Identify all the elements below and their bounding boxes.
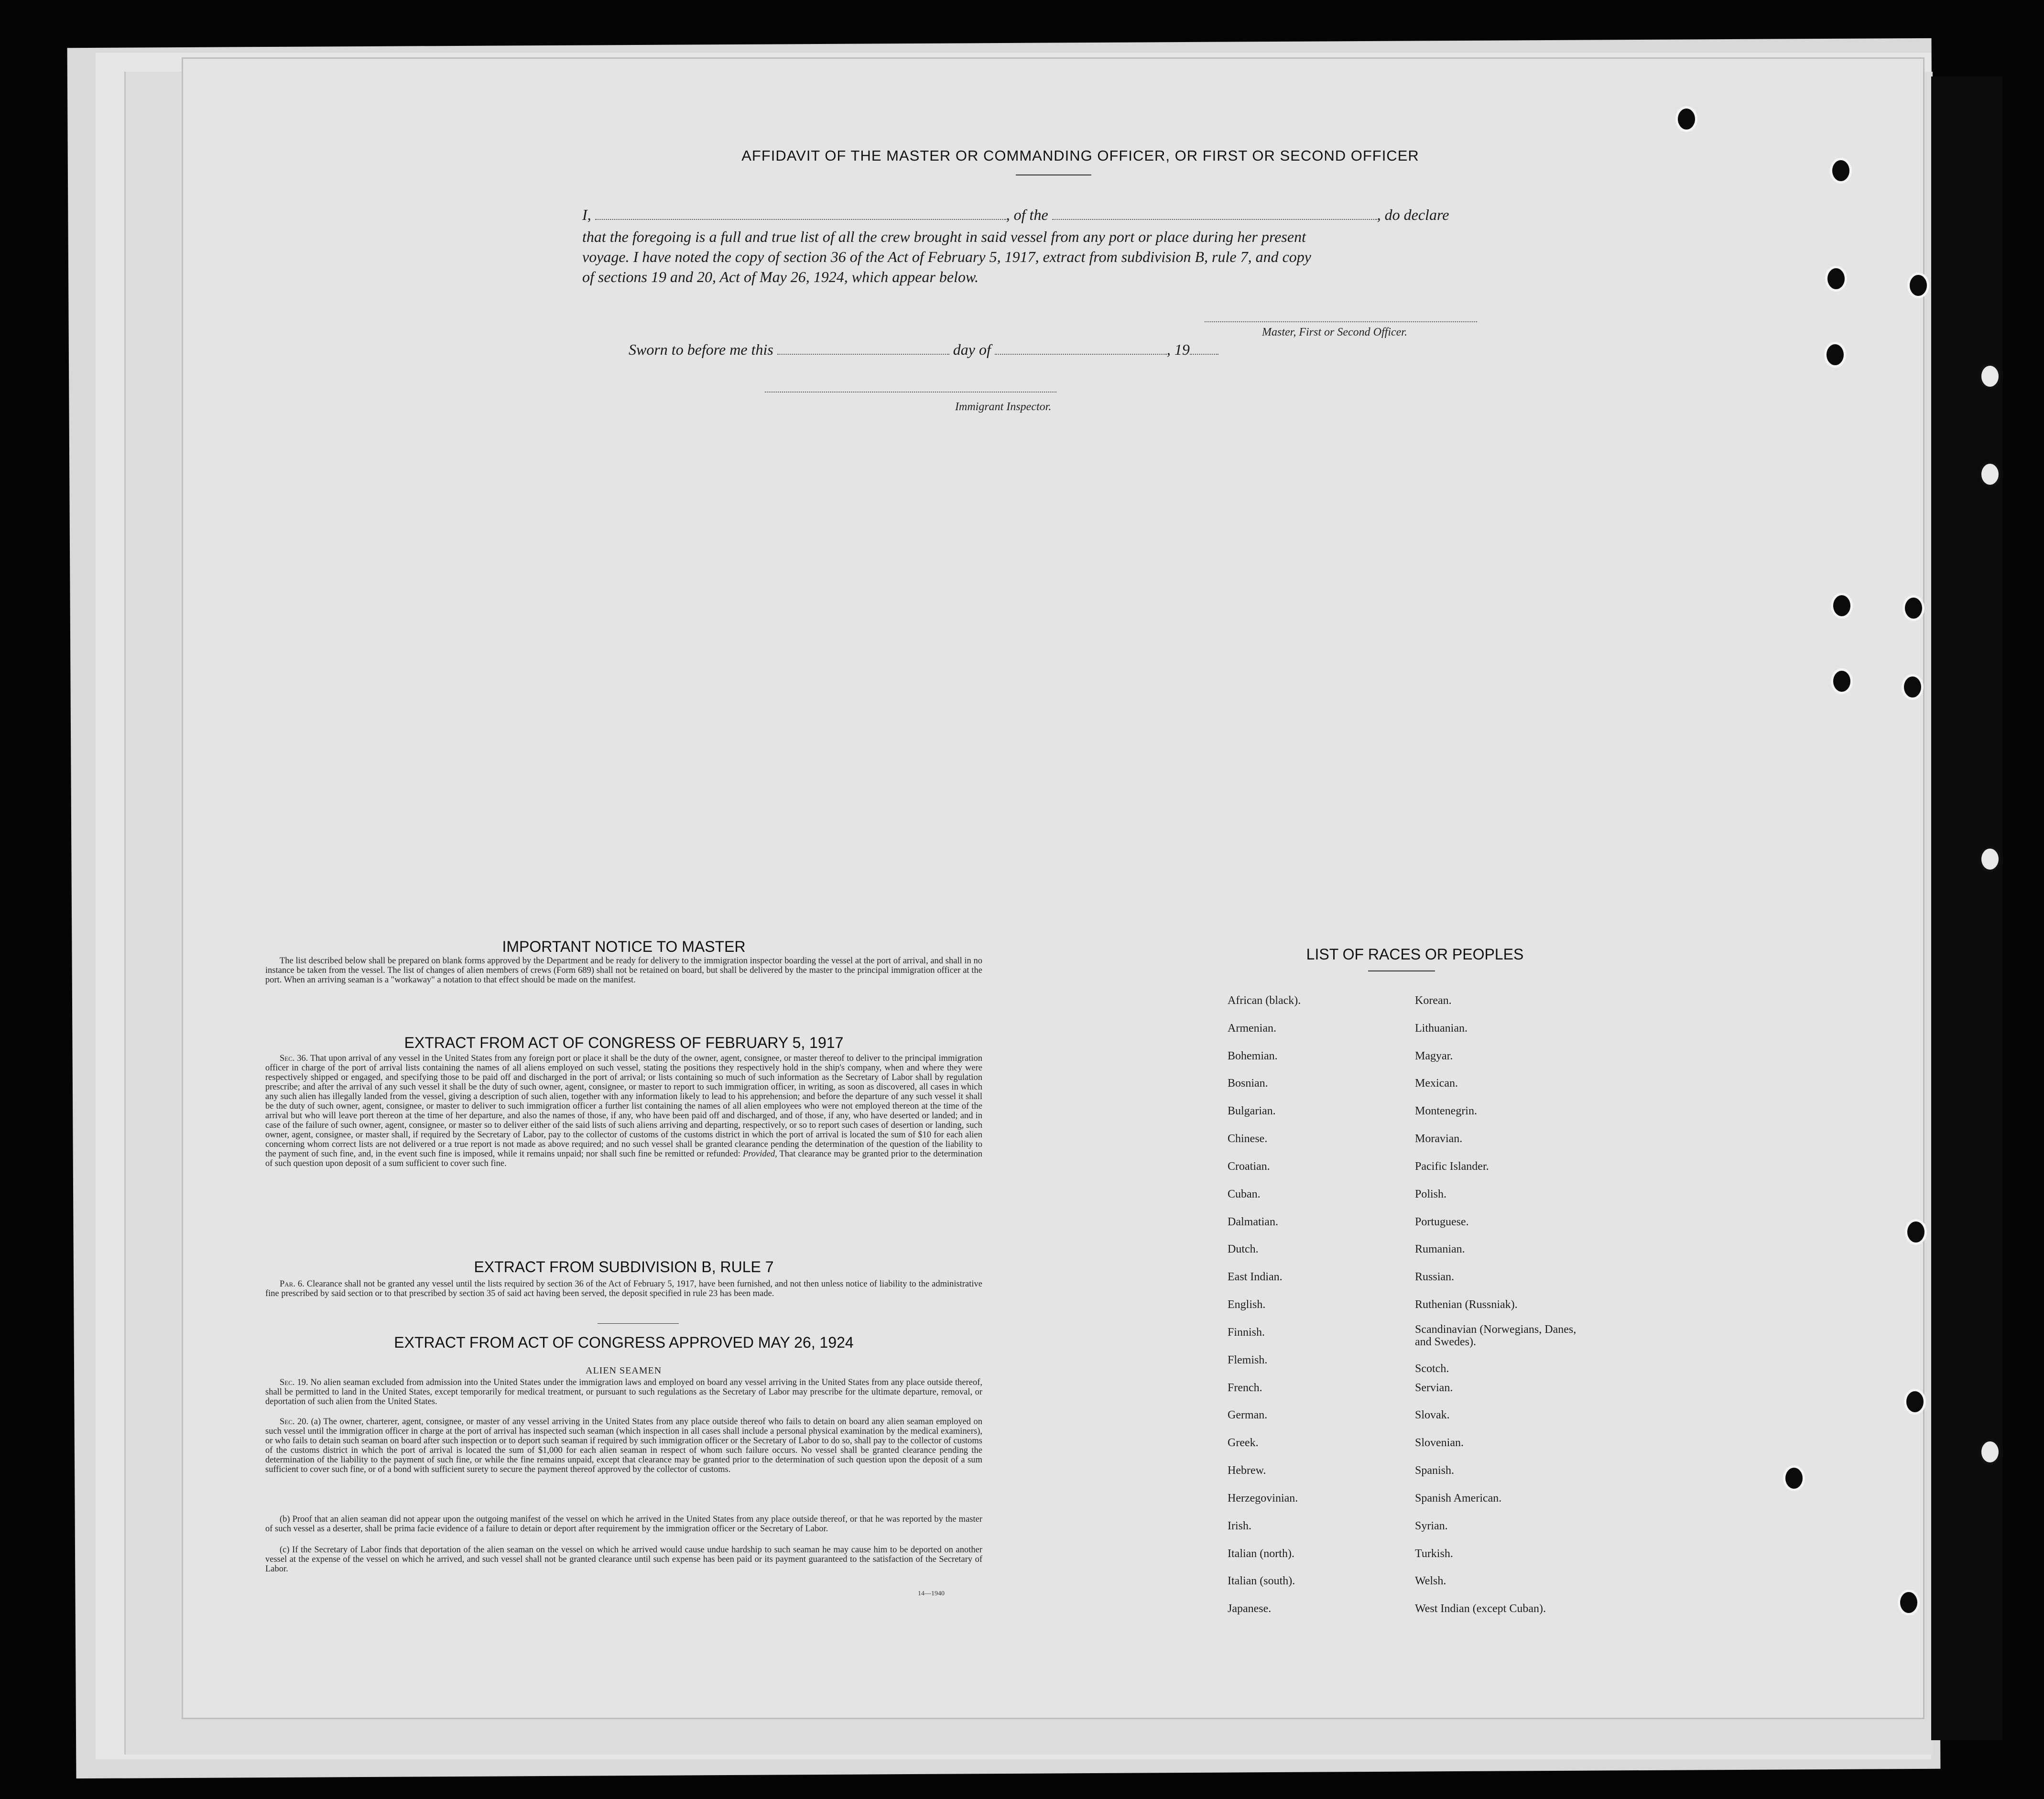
race-item: Portuguese.	[1415, 1216, 1469, 1228]
inspector-signature-label: Immigrant Inspector.	[955, 401, 1052, 413]
punch-hole-icon	[1904, 1389, 1926, 1415]
sworn-label: Sworn to before me this	[629, 341, 773, 358]
sec36-text: That upon arrival of any vessel in the United States from any foreign port or place it shall be the duty of the owner, agent, consignee, or master thereof to deliver to the principal immigration officer in charge of the port of arrival lists containing the names of all aliens employed on such vessel, stating the positions they respectively hold in the ship's company, when and where they were respectively shipped or engaged, and specifying those to be paid off and discharged in the port of arrival; or lists containing so much of such information as the Secretary of Labor shall by regulation prescribe; and after the arrival of any such vessel it shall be the duty of such owner, agent, consignee, or master to report to such immigration officer, in writing, as soon as discovered, all cases in which any such alien has illegally landed from the vessel, giving a description of such alien, together with any information likely to lead to his apprehension; and before the departure of any such vessel it shall be the duty of such owner, agent, consignee, or master to deliver to such immigration officer a further list containing the names of all alien employees who were not employed thereon at the time of the arrival but who will leave port thereon at the time of her departure, and also the names of those, if any, who have been paid off and discharged, and of those, if any, who have deserted or landed; and in case of the failure of such owner, agent, consignee, or master so to deliver either of the said lists of such aliens arriving and departing, respectively, or so to report such cases of desertion or landing, such owner, agent, consignee, or master shall, if required by the Secretary of Labor, pay to the collector of customs of the customs district in which the port of arrival is located the sum of $10 for each alien concerning whom correct lists are not delivered or a true report is not made as above required; and no such vessel shall be granted clearance pending the determination of the question of the liability to the payment of such fine, and, in the event such fine is imposed, while it remains unpaid; nor shall such fine be remitted or refunded:	[265, 1054, 982, 1159]
affidavit-title: AFFIDAVIT OF THE MASTER OR COMMANDING OFFICER, OR FIRST OR SECOND OFFICER	[741, 147, 1419, 164]
alien-seamen-subtitle: ALIEN SEAMEN	[586, 1365, 662, 1376]
punch-hole-icon	[1898, 1590, 1920, 1615]
race-item: Flemish.	[1228, 1354, 1268, 1366]
affidavit-declaration-line	[582, 205, 1548, 225]
race-item: Bosnian.	[1228, 1077, 1268, 1090]
provided-label: Provided,	[742, 1149, 777, 1159]
affidavit-i-label: I,	[582, 206, 591, 223]
race-item: Syrian.	[1415, 1520, 1448, 1532]
vessel-blank[interactable]	[1052, 207, 1377, 220]
race-item: Russian.	[1415, 1271, 1455, 1283]
race-item: Italian (north).	[1228, 1548, 1294, 1560]
race-item: Rumanian.	[1415, 1243, 1465, 1255]
section-divider	[598, 1323, 679, 1324]
notice-text: The list described below shall be prepared on blank forms approved by the Department and be ready for delivery to the immigration inspector boarding the vessel at the port of arrival, and shall in no instance be taken from the vessel. The list of changes of alien members of crews (Form 689) shall not be retained on board, but shall be delivered by the master to the principal immigration officer at the port. When an arriving seaman is a "workaway" a notation to that effect should be made on the manifest.	[265, 956, 982, 985]
race-item: Slovenian.	[1415, 1437, 1464, 1449]
binder-edge	[1931, 76, 2003, 1740]
notice-title: IMPORTANT NOTICE TO MASTER	[502, 938, 746, 955]
punch-hole-icon	[1979, 363, 2001, 389]
master-signature-label: Master, First or Second Officer.	[1262, 326, 1407, 338]
master-signature-blank[interactable]	[1205, 310, 1477, 322]
extract-1924-title: EXTRACT FROM ACT OF CONGRESS APPROVED MAY 26, 1924	[394, 1334, 854, 1351]
race-item: Irish.	[1228, 1520, 1251, 1532]
race-item: East Indian.	[1228, 1271, 1283, 1283]
race-item: French.	[1228, 1382, 1262, 1394]
race-item: Pacific Islander.	[1415, 1160, 1489, 1173]
race-item: Herzegovinian.	[1228, 1492, 1298, 1505]
race-item: Moravian.	[1415, 1133, 1463, 1145]
sec20b-text: (b) Proof that an alien seaman did not appear upon the outgoing manifest of the vessel on which he arrived in the United States from any place outside thereof, or that he was reported by the master of such vessel as a deserter, shall be prima facie evidence of a failure to detain or deport after requirement by the immigration officer or the Secretary of Labor.	[265, 1515, 982, 1534]
title-underline	[1016, 174, 1091, 175]
affidavit-text-line: that the foregoing is a full and true list of all the crew brought in said vessel from any port or place during her present	[582, 228, 1306, 245]
sworn-month-blank[interactable]	[995, 342, 1167, 355]
race-item: Welsh.	[1415, 1575, 1446, 1587]
race-item: Armenian.	[1228, 1022, 1276, 1035]
race-item: Slovak.	[1415, 1409, 1450, 1421]
extract-rule7-text	[265, 1279, 982, 1298]
extract-1917-title: EXTRACT FROM ACT OF CONGRESS OF FEBRUARY 5, 1917	[404, 1034, 844, 1051]
race-item: West Indian (except Cuban).	[1415, 1603, 1546, 1615]
race-item: African (black).	[1228, 994, 1301, 1007]
punch-hole-icon	[1979, 461, 2001, 487]
race-item: English.	[1228, 1298, 1266, 1311]
form-number: 14—1940	[918, 1590, 945, 1597]
name-blank[interactable]	[595, 207, 1006, 220]
race-item: Cuban.	[1228, 1188, 1261, 1200]
affidavit-of-the-label: , of the	[1006, 206, 1048, 223]
sec20c-text: (c) If the Secretary of Labor finds that deportation of the alien seaman on the vessel on which he arrived would cause undue hardship to such seaman he may cause him to be deported on another vessel at the expense of the vessel on which he arrived, and such vessel shall not be granted clearance until such expense has been paid or its payment guaranteed to the satisfaction of the Secretary of Labor.	[265, 1545, 982, 1574]
sec19-text	[265, 1378, 982, 1406]
extract-rule7-title: EXTRACT FROM SUBDIVISION B, RULE 7	[474, 1258, 774, 1276]
races-title: LIST OF RACES OR PEOPLES	[1306, 946, 1524, 963]
sworn-day-blank[interactable]	[777, 342, 949, 355]
race-item: Greek.	[1228, 1437, 1259, 1449]
punch-hole-icon	[1825, 266, 1847, 292]
race-item: Lithuanian.	[1415, 1022, 1468, 1035]
punch-hole-icon	[1830, 158, 1852, 184]
punch-hole-icon	[1979, 846, 2001, 872]
race-item: Montenegrin.	[1415, 1105, 1477, 1117]
sec19-label: Sec. 19.	[280, 1378, 308, 1387]
race-item: Japanese.	[1228, 1603, 1272, 1615]
sec20-text	[265, 1417, 982, 1474]
races-title-underline	[1368, 970, 1435, 971]
race-item: Finnish.	[1228, 1326, 1265, 1339]
race-item: Mexican.	[1415, 1077, 1458, 1090]
sworn-line	[629, 339, 1594, 360]
year-label: , 19	[1166, 341, 1190, 358]
sec36-text-end: That clearance may be granted prior to the determination of such question upon deposit of a sum sufficient to cover such fine.	[265, 1149, 982, 1168]
punch-hole-icon	[1824, 342, 1846, 368]
race-item: Bohemian.	[1228, 1050, 1278, 1062]
race-item: Italian (south).	[1228, 1575, 1295, 1587]
affidavit-text-line: of sections 19 and 20, Act of May 26, 1924, which appear below.	[582, 268, 979, 285]
extract-1917-text	[265, 1054, 982, 1168]
race-item: Chinese.	[1228, 1133, 1268, 1145]
race-item: Turkish.	[1415, 1548, 1453, 1560]
sec36-label: Sec. 36.	[280, 1054, 308, 1063]
race-item: Servian.	[1415, 1382, 1453, 1394]
race-item: Bulgarian.	[1228, 1105, 1276, 1117]
day-of-label: day of	[953, 341, 991, 358]
punch-hole-icon	[1831, 593, 1853, 619]
punch-hole-icon	[1903, 595, 1924, 621]
punch-hole-icon	[1907, 273, 1929, 298]
punch-hole-icon	[1783, 1465, 1805, 1491]
race-item: Dalmatian.	[1228, 1216, 1278, 1228]
race-item: Scotch.	[1415, 1363, 1449, 1375]
race-item: Scandinavian (Norwegians, Danes, and Swedes).	[1415, 1323, 1576, 1348]
sworn-year-blank[interactable]	[1190, 342, 1218, 355]
race-item: Magyar.	[1415, 1050, 1453, 1062]
race-item: Spanish.	[1415, 1464, 1455, 1477]
race-item: Ruthenian (Russniak).	[1415, 1298, 1518, 1311]
sec19-body: No alien seaman excluded from admission into the United States under the immigration laws and employed on board any vessel arriving in the United States from any place outside thereof, shall be permitted to land in the United States, except temporarily for medical treatment, or pursuant to such regulations as the Secretary of Labor may prescribe for the ultimate departure, removal, or deportation of such alien from the United States.	[265, 1378, 983, 1406]
punch-hole-icon	[1902, 674, 1924, 700]
inspector-signature-blank[interactable]	[765, 380, 1056, 393]
race-item: German.	[1228, 1409, 1268, 1421]
sec20-body: (a) The owner, charterer, agent, consignee, or master of any vessel arriving in the United States from any place outside thereof who fails to detain on board any alien seaman employed on such vessel until the immigration officer in charge at the port of arrival has inspected such seaman (which inspection in all cases shall include a personal physical examination by the medical examiners), or who fails to detain such seaman on board after such inspection or to deport such seaman if required by such immigration officer or the Secretary of Labor to do so, shall pay to the collector of customs of the customs district in which the port of arrival is located the sum of $1,000 for each alien seaman in respect of whom such failure occurs. No vessel shall be granted clearance pending the determination of the liability to the payment of such fine, or while the fine remains unpaid, except that clearance may be granted prior to the determination of such question upon the deposit of a sum sufficient to cover such fine, or of a bond with sufficient surety to secure the payment thereof approved by the collector of customs.	[265, 1417, 983, 1474]
par6-label: Par. 6.	[280, 1279, 304, 1289]
punch-hole-icon	[1675, 106, 1697, 132]
race-item: Spanish American.	[1415, 1492, 1502, 1505]
race-item: Korean.	[1415, 994, 1452, 1007]
par6-text: Clearance shall not be granted any vessel until the lists required by section 36 of the Act of February 5, 1917, have been furnished, and not then unless notice of liability to the administrative fine prescribed by said section or to that prescribed by section 35 of said act having been served, the deposit specified in rule 23 has been made.	[265, 1279, 982, 1298]
punch-hole-icon	[1831, 668, 1853, 694]
race-item: Hebrew.	[1228, 1464, 1266, 1477]
affidavit-declare-label: , do declare	[1377, 206, 1449, 223]
sec20-label: Sec. 20.	[280, 1417, 309, 1427]
race-item: Dutch.	[1228, 1243, 1259, 1255]
punch-hole-icon	[1979, 1439, 2001, 1465]
affidavit-text-line: voyage. I have noted the copy of section 36 of the Act of February 5, 1917, extract from subdivision B, rule 7, and copy	[582, 248, 1311, 265]
race-item: Polish.	[1415, 1188, 1447, 1200]
race-item: Croatian.	[1228, 1160, 1270, 1173]
punch-hole-icon	[1905, 1219, 1927, 1245]
